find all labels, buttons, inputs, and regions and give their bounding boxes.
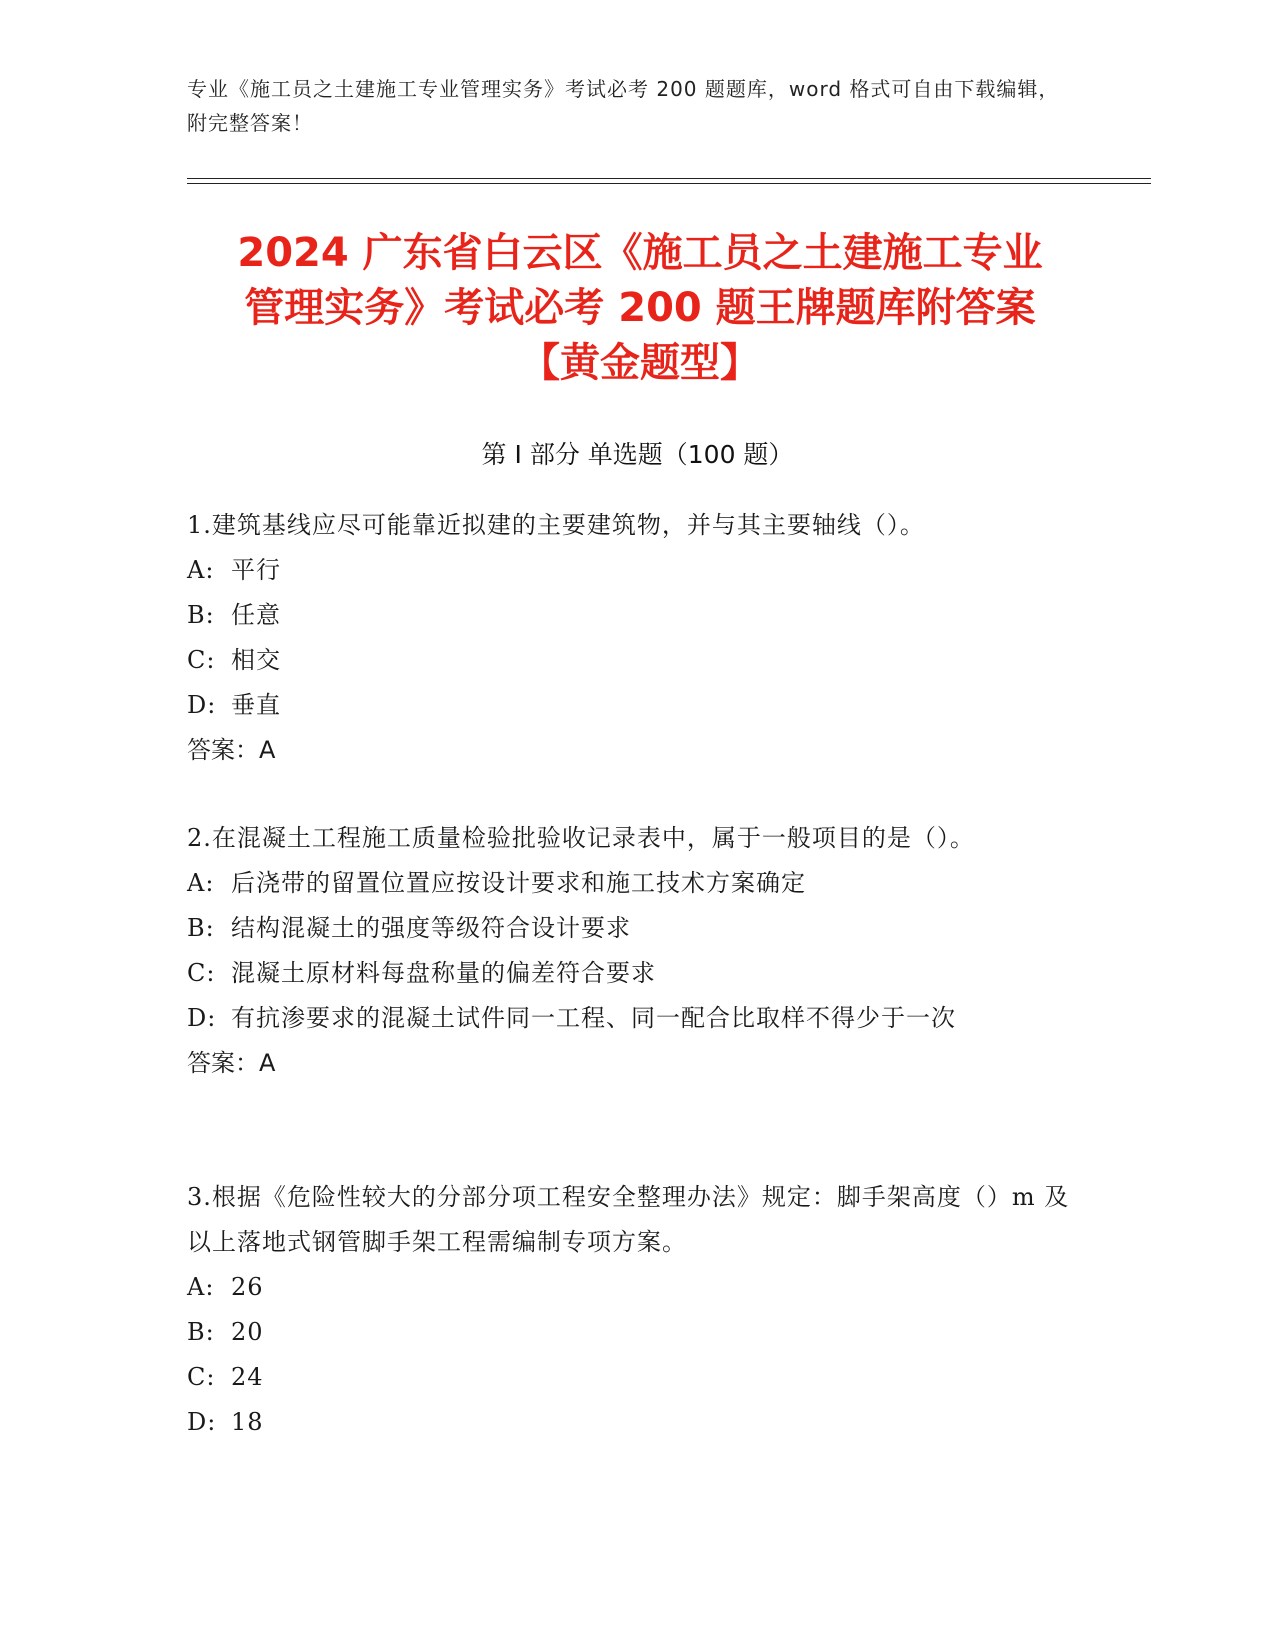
option-text: 相交 <box>231 646 281 674</box>
option-a <box>187 548 1087 593</box>
option-c <box>187 1355 1087 1400</box>
option-b <box>187 906 1087 951</box>
option-text: 垂直 <box>231 691 281 719</box>
option-key: C: <box>187 959 216 987</box>
section-heading: 第 I 部分 单选题（100 题） <box>481 440 794 469</box>
option-key: B: <box>187 914 215 942</box>
document-title <box>160 226 1120 391</box>
option-key: D: <box>187 691 217 719</box>
option-d <box>187 1400 1087 1445</box>
option-key: D: <box>187 1408 217 1436</box>
option-text: 混凝土原材料每盘称量的偏差符合要求 <box>231 959 656 987</box>
header-divider-top <box>187 178 1151 179</box>
option-text: 结构混凝土的强度等级符合设计要求 <box>231 914 631 942</box>
option-b <box>187 1310 1087 1355</box>
option-a <box>187 861 1087 906</box>
option-c <box>187 951 1087 996</box>
header-divider-bottom <box>187 183 1151 184</box>
question-3 <box>187 1175 1087 1445</box>
option-text: 26 <box>231 1273 264 1301</box>
option-text: 平行 <box>231 556 281 584</box>
option-text: 24 <box>231 1363 264 1391</box>
question-stem: 1.建筑基线应尽可能靠近拟建的主要建筑物，并与其主要轴线（）。 <box>187 511 925 539</box>
option-text: 18 <box>231 1408 264 1436</box>
option-key: A: <box>187 869 215 897</box>
option-text: 20 <box>231 1318 264 1346</box>
option-key: D: <box>187 1004 217 1032</box>
question-stem: 3.根据《危险性较大的分部分项工程安全整理办法》规定：脚手架高度（）m 及以上落地式钢管脚手架工程需编制专项方案。 <box>187 1183 1070 1256</box>
option-text: 后浇带的留置位置应按设计要求和施工技术方案确定 <box>231 869 806 897</box>
title-line-1: 2024 广东省白云区《施工员之土建施工专业 <box>237 230 1043 276</box>
option-text: 有抗渗要求的混凝土试件同一工程、同一配合比取样不得少于一次 <box>231 1004 956 1032</box>
question-2 <box>187 816 1087 1086</box>
option-key: A: <box>187 556 215 584</box>
option-a <box>187 1265 1087 1310</box>
option-key: C: <box>187 646 216 674</box>
question-stem: 2.在混凝土工程施工质量检验批验收记录表中，属于一般项目的是（）。 <box>187 824 975 852</box>
option-b <box>187 593 1087 638</box>
option-d <box>187 683 1087 728</box>
answer: 答案：A <box>187 1049 276 1077</box>
option-c <box>187 638 1087 683</box>
option-key: B: <box>187 1318 215 1346</box>
option-text: 任意 <box>231 601 281 629</box>
option-key: C: <box>187 1363 216 1391</box>
header-note: 专业《施工员之土建施工专业管理实务》考试必考 200 题题库，word 格式可自由下载编辑，附完整答案！ <box>187 77 1060 135</box>
title-line-3: 【黄金题型】 <box>520 340 760 386</box>
question-1 <box>187 503 1087 773</box>
option-key: A: <box>187 1273 215 1301</box>
title-line-2: 管理实务》考试必考 200 题王牌题库附答案 <box>244 285 1036 331</box>
option-d <box>187 996 1087 1041</box>
option-key: B: <box>187 601 215 629</box>
answer: 答案：A <box>187 736 276 764</box>
